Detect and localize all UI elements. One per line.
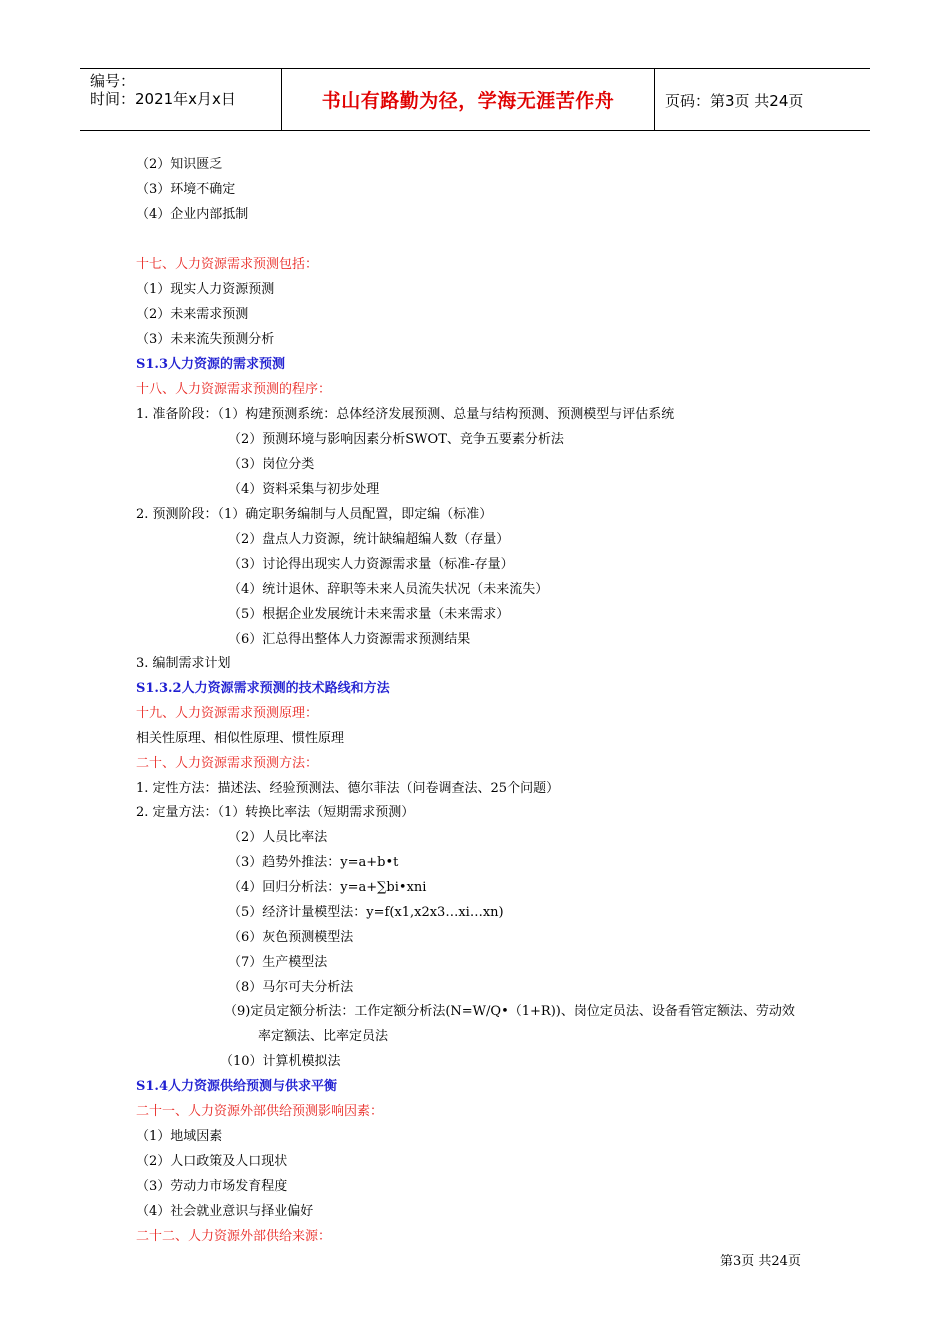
list-item: （4）资料采集与初步处理 [228, 482, 380, 497]
list-item: （9)定员定额分析法：工作定额分析法(N=W/Q•（1+R))、岗位定员法、设备看管定额法、劳动效 [224, 1004, 795, 1019]
number-label: 编号： [90, 72, 136, 90]
list-item: （3）劳动力市场发育程度 [136, 1179, 288, 1194]
list-item: （6）汇总得出整体人力资源需求预测结果 [228, 632, 471, 647]
list-item: （3）未来流失预测分析 [136, 332, 275, 347]
list-item: （2）知识匮乏 [136, 157, 223, 172]
list-item: （1）现实人力资源预测 [136, 282, 275, 297]
page-footer: 第3页 共24页 [720, 1254, 801, 1269]
list-item: （2）人口政策及人口现状 [136, 1154, 288, 1169]
list-item: 2. 定量方法：（1）转换比率法（短期需求预测） [136, 805, 415, 820]
header-motto: 书山有路勤为径，学海无涯苦作舟 [321, 90, 615, 112]
list-item: 1. 准备阶段：（1）构建预测系统：总体经济发展预测、总量与结构预测、预测模型与评估系统 [136, 407, 675, 422]
list-item: （3）讨论得出现实人力资源需求量（标准-存量） [228, 557, 514, 572]
list-item: （2）预测环境与影响因素分析SWOT、竞争五要素分析法 [228, 432, 564, 447]
question-heading: 十七、人力资源需求预测包括： [136, 257, 319, 272]
list-item: 1. 定性方法：描述法、经验预测法、德尔菲法（问卷调查法、25个问题） [136, 781, 560, 796]
page-header [80, 68, 870, 131]
list-item: （3）趋势外推法：y=a+b•t [228, 855, 399, 870]
list-item: （2）未来需求预测 [136, 307, 249, 322]
header-page-info: 页码：第3页 共24页 [665, 92, 804, 110]
section-heading: S1.4人力资源供给预测与供求平衡 [136, 1079, 338, 1094]
list-item: （3）岗位分类 [228, 457, 315, 472]
list-item: （4）统计退休、辞职等未来人员流失状况（未来流失） [228, 582, 549, 597]
header-divider [654, 69, 655, 130]
list-item: （4）回归分析法：y=a+∑bi•xni [228, 880, 427, 895]
list-item: （3）环境不确定 [136, 182, 236, 197]
section-heading: S1.3人力资源的需求预测 [136, 357, 286, 372]
question-heading: 二十、人力资源需求预测方法： [136, 756, 319, 771]
question-heading: 十八、人力资源需求预测的程序： [136, 382, 332, 397]
list-item: （6）灰色预测模型法 [228, 930, 354, 945]
question-heading: 十九、人力资源需求预测原理： [136, 706, 319, 721]
list-item: （4）社会就业意识与择业偏好 [136, 1204, 314, 1219]
list-item: （2）人员比率法 [228, 830, 328, 845]
list-item: （5）根据企业发展统计未来需求量（未来需求） [228, 607, 510, 622]
list-item: （5）经济计量模型法：y=f(x1,x2x3…xi…xn) [228, 905, 504, 920]
list-item: （1）地域因素 [136, 1129, 223, 1144]
list-item: （2）盘点人力资源，统计缺编超编人数（存量） [228, 532, 510, 547]
list-item: 2. 预测阶段：（1）确定职务编制与人员配置，即定编（标准） [136, 507, 493, 522]
list-item: （8）马尔可夫分析法 [228, 980, 354, 995]
header-meta [90, 72, 236, 108]
list-item: （10）计算机模拟法 [220, 1054, 341, 1069]
list-item: 率定额法、比率定员法 [258, 1029, 389, 1044]
list-item: 3. 编制需求计划 [136, 656, 231, 671]
list-item: 相关性原理、相似性原理、惯性原理 [136, 731, 345, 746]
date-label: 时间：2021年x月x日 [90, 90, 236, 108]
section-heading: S1.3.2人力资源需求预测的技术路线和方法 [136, 681, 390, 696]
question-heading: 二十一、人力资源外部供给预测影响因素： [136, 1104, 384, 1119]
question-heading: 二十二、人力资源外部供给来源： [136, 1229, 332, 1244]
list-item: （7）生产模型法 [228, 955, 328, 970]
list-item: （4）企业内部抵制 [136, 207, 249, 222]
